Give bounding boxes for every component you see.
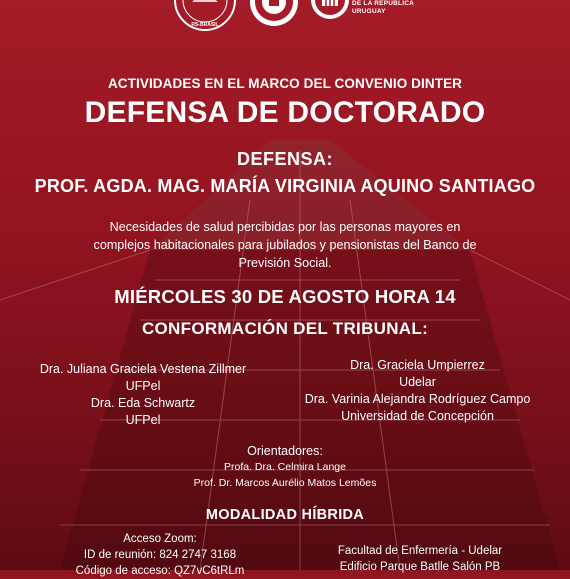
venue-room: Edificio Parque Batlle Salón PB	[339, 561, 501, 573]
tribunal-institution: UFPel	[125, 413, 161, 427]
udelar-logo-text: DE LA REPÚBLICA URUGUAY	[352, 0, 414, 15]
tribunal-right-column	[280, 357, 555, 425]
venue-name: Facultad de Enfermería - Udelar	[337, 545, 503, 557]
advisors-title: Orientadores:	[247, 444, 323, 458]
seal-text: RS-BRASIL	[191, 22, 219, 28]
thesis-title: Necesidades de salud percibidas por las personas mayores en complejos habitacionales para jubilados y pensionistas del Banco de Previsión Social.	[93, 220, 477, 270]
tribunal-institution: Universidad de Concepción	[341, 409, 494, 423]
tribunal-institution: Udelar	[399, 375, 436, 389]
event-pre-title: ACTIVIDADES EN EL MARCO DEL CONVENIO DINTER	[107, 76, 463, 91]
ufpel-seal-logo	[170, 0, 240, 32]
advisor-name: Prof. Dr. Marcos Aurélio Matos Lemões	[193, 477, 377, 489]
tribunal-member: Dra. Juliana Graciela Vestena Zillmer	[39, 362, 247, 376]
zoom-label: Acceso Zoom:	[123, 533, 197, 545]
defense-label: DEFENSA:	[236, 149, 333, 169]
candidate-name: PROF. AGDA. MAG. MARÍA VIRGINIA AQUINO SANTIAGO	[34, 176, 536, 196]
modality-label: MODALIDAD HÍBRIDA	[205, 507, 365, 523]
tribunal-member: Dra. Eda Schwartz	[90, 396, 196, 410]
tribunal-member: Dra. Graciela Umpierrez	[350, 358, 485, 372]
zoom-passcode: Código de acceso: QZ7vC6tRLm	[75, 565, 245, 577]
partner-logos	[170, 0, 420, 32]
tribunal-left-column	[18, 361, 268, 429]
event-date: MIÉRCOLES 30 DE AGOSTO HORA 14	[114, 286, 456, 307]
udelar-logo	[308, 0, 352, 32]
university-seal-logo	[248, 0, 300, 32]
venue-info	[300, 543, 540, 575]
tribunal-institution: UFPel	[125, 379, 161, 393]
advisor-name: Profa. Dra. Celmira Lange	[224, 461, 346, 473]
zoom-meeting-id: ID de reunión: 824 2747 3168	[83, 549, 237, 561]
zoom-access-info	[40, 531, 280, 579]
tribunal-member: Dra. Varinia Alejandra Rodríguez Campo	[304, 392, 531, 406]
page-title: DEFENSA DE DOCTORADO	[84, 96, 486, 129]
tribunal-title: CONFORMACIÓN DEL TRIBUNAL:	[141, 319, 429, 338]
